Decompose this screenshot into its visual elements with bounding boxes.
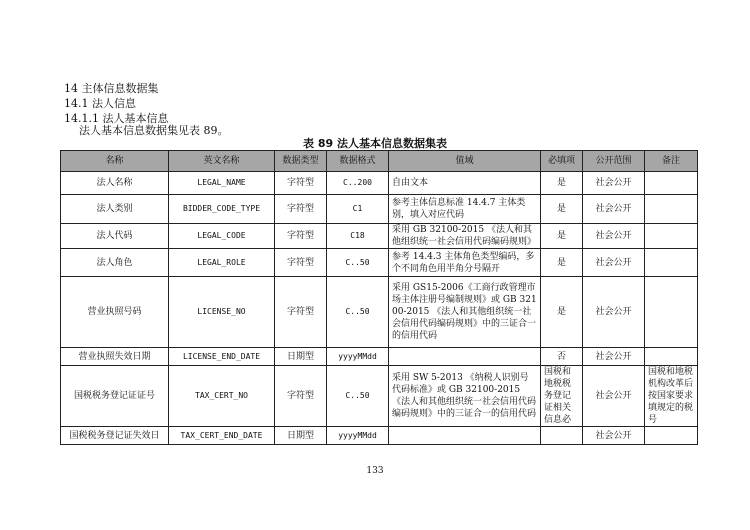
cell-english-name: LICENSE_NO <box>169 277 275 348</box>
cell-english-name: BIDDER_CODE_TYPE <box>169 195 275 224</box>
cell-remarks <box>645 249 698 277</box>
cell-remarks <box>645 427 698 445</box>
cell-data-format: C..50 <box>327 366 389 427</box>
table-row <box>61 172 698 195</box>
cell-data-type: 日期型 <box>275 348 327 366</box>
cell-data-format: C..200 <box>327 172 389 195</box>
cell-data-format: C18 <box>327 224 389 249</box>
cell-data-type: 字符型 <box>275 277 327 348</box>
cell-remarks <box>645 195 698 224</box>
cell-required: 是 <box>541 224 583 249</box>
table-row <box>61 427 698 445</box>
header-remarks: 备注 <box>645 151 698 172</box>
cell-data-type: 字符型 <box>275 172 327 195</box>
cell-required: 国税和地税税务登记证相关信息必 <box>541 366 583 427</box>
table-row <box>61 366 698 427</box>
cell-english-name: TAX_CERT_NO <box>169 366 275 427</box>
cell-data-format: C..50 <box>327 277 389 348</box>
section-heading-14-1: 14.1 法人信息 <box>64 97 136 110</box>
cell-disclosure-scope: 社会公开 <box>583 366 645 427</box>
cell-value-domain: 参考主体信息标准 14.4.7 主体类别，填入对应代码 <box>389 195 541 224</box>
cell-data-type: 字符型 <box>275 195 327 224</box>
cell-name: 法人类别 <box>61 195 169 224</box>
table-caption: 表 89 法人基本信息数据集表 <box>303 137 447 150</box>
cell-required: 是 <box>541 195 583 224</box>
cell-name: 营业执照失效日期 <box>61 348 169 366</box>
cell-remarks <box>645 172 698 195</box>
cell-remarks <box>645 277 698 348</box>
cell-required: 是 <box>541 172 583 195</box>
cell-data-format: C1 <box>327 195 389 224</box>
cell-data-type: 字符型 <box>275 224 327 249</box>
header-required: 必填项 <box>541 151 583 172</box>
cell-name: 国税税务登记证失效日 <box>61 427 169 445</box>
cell-value-domain: 参考 14.4.3 主体角色类型编码，多个不同角色用半角分号隔开 <box>389 249 541 277</box>
cell-disclosure-scope: 社会公开 <box>583 172 645 195</box>
cell-english-name: TAX_CERT_END_DATE <box>169 427 275 445</box>
intro-paragraph: 法人基本信息数据集见表 89。 <box>79 124 229 137</box>
cell-disclosure-scope: 社会公开 <box>583 348 645 366</box>
cell-data-format: yyyyMMdd <box>327 348 389 366</box>
cell-value-domain <box>389 427 541 445</box>
cell-value-domain: 自由文本 <box>389 172 541 195</box>
section-heading-14: 14 主体信息数据集 <box>64 82 159 95</box>
cell-required: 是 <box>541 249 583 277</box>
cell-data-format: yyyyMMdd <box>327 427 389 445</box>
cell-remarks: 国税和地税机构改革后按国家要求填规定的税号 <box>645 366 698 427</box>
header-name: 名称 <box>61 151 169 172</box>
section-heading-14-1-1: 14.1.1 法人基本信息 <box>64 112 169 125</box>
cell-english-name: LICENSE_END_DATE <box>169 348 275 366</box>
cell-name: 法人角色 <box>61 249 169 277</box>
cell-name: 国税税务登记证证号 <box>61 366 169 427</box>
cell-disclosure-scope: 社会公开 <box>583 427 645 445</box>
cell-value-domain: 采用 GB 32100-2015 《法人和其他组织统一社会信用代码编码规则》 <box>389 224 541 249</box>
cell-english-name: LEGAL_CODE <box>169 224 275 249</box>
cell-data-type: 日期型 <box>275 427 327 445</box>
cell-data-format: C..50 <box>327 249 389 277</box>
header-english-name: 英文名称 <box>169 151 275 172</box>
cell-disclosure-scope: 社会公开 <box>583 195 645 224</box>
cell-remarks <box>645 224 698 249</box>
table-row <box>61 277 698 348</box>
cell-required <box>541 427 583 445</box>
cell-english-name: LEGAL_ROLE <box>169 249 275 277</box>
cell-name: 法人代码 <box>61 224 169 249</box>
cell-name: 营业执照号码 <box>61 277 169 348</box>
table-header-row <box>61 151 698 172</box>
header-disclosure-scope: 公开范围 <box>583 151 645 172</box>
cell-remarks <box>645 348 698 366</box>
cell-disclosure-scope: 社会公开 <box>583 224 645 249</box>
cell-data-type: 字符型 <box>275 249 327 277</box>
header-data-type: 数据类型 <box>275 151 327 172</box>
cell-required: 是 <box>541 277 583 348</box>
cell-disclosure-scope: 社会公开 <box>583 249 645 277</box>
cell-name: 法人名称 <box>61 172 169 195</box>
table-row <box>61 224 698 249</box>
header-data-format: 数据格式 <box>327 151 389 172</box>
header-value-domain: 值域 <box>389 151 541 172</box>
table-row <box>61 348 698 366</box>
cell-required: 否 <box>541 348 583 366</box>
cell-value-domain: 采用 SW 5-2013 《纳税人识别号代码标准》或 GB 32100-2015 《法人和其他组织统一社会信用代码编码规则》中的三证合一的信用代码 <box>389 366 541 427</box>
cell-value-domain: 采用 GS15-2006《工商行政管理市场主体注册号编制规则》或 GB 32100-2015 《法人和其他组织统一社会信用代码编码规则》中的三证合一的信用代码 <box>389 277 541 348</box>
page-number: 133 <box>366 466 384 476</box>
table-row <box>61 249 698 277</box>
table-row <box>61 195 698 224</box>
cell-value-domain <box>389 348 541 366</box>
cell-disclosure-scope: 社会公开 <box>583 277 645 348</box>
legal-entity-dataset-table <box>60 150 698 445</box>
cell-english-name: LEGAL_NAME <box>169 172 275 195</box>
cell-data-type: 字符型 <box>275 366 327 427</box>
